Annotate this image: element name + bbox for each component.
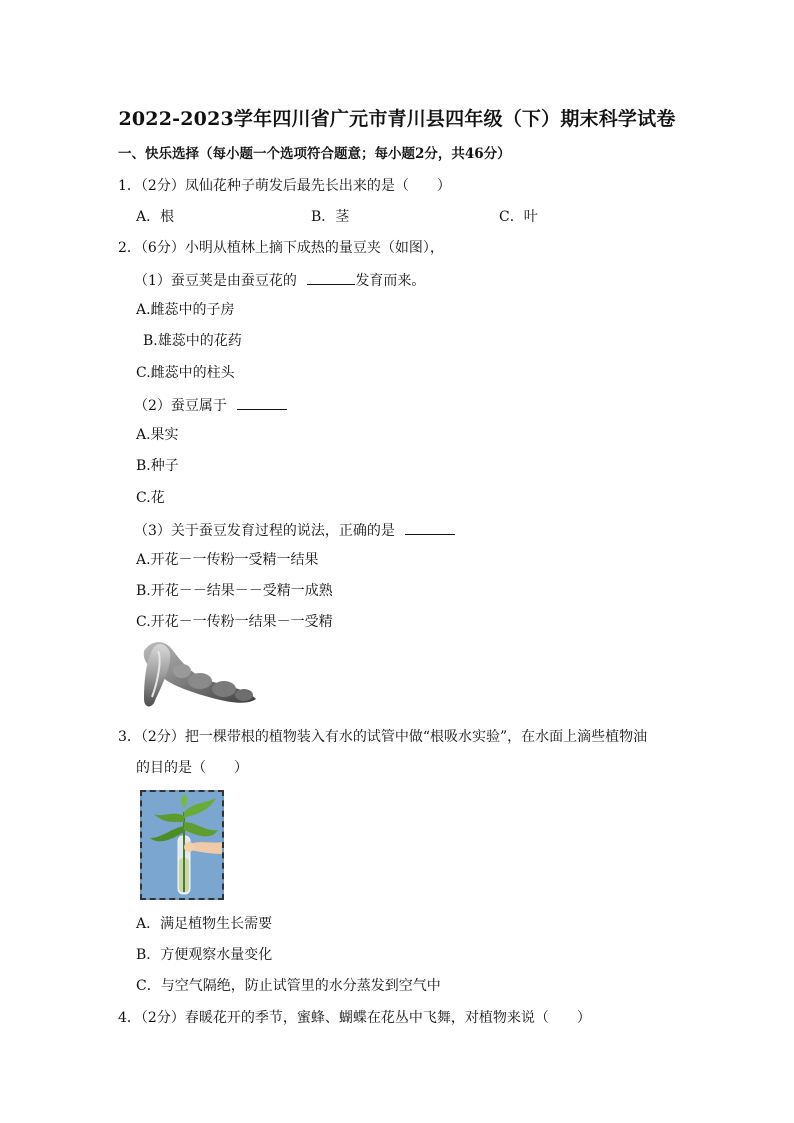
question-3-option-c: C．与空气隔绝，防止试管里的水分蒸发到空气中 — [136, 978, 441, 994]
question-2-sub1-option-b: B.雄蕊中的花药 — [143, 333, 242, 349]
question-1-option-a: A．根 — [136, 209, 175, 225]
question-3-option-a: A．满足植物生长需要 — [136, 916, 273, 932]
broad-bean-pod-image — [140, 637, 260, 713]
question-1-stem: 1．（2分）凤仙花种子萌发后最先长出来的是（ ） — [118, 178, 451, 194]
plant-test-tube-image — [140, 790, 224, 900]
question-2-sub3-option-b: B.开花－－结果－－受精一成熟 — [136, 583, 333, 599]
question-2-sub3 — [134, 520, 455, 540]
question-1-option-c: C．叶 — [499, 209, 538, 225]
section-heading: 一、快乐选择（每小题一个选项符合题意；每小题2分，共46分） — [118, 146, 511, 162]
answer-blank — [237, 395, 287, 410]
question-3-stem-line2: 的目的是（ ） — [136, 760, 248, 776]
question-2-sub2-option-b: B.种子 — [136, 458, 179, 474]
question-2-sub1-tail: 发育而来。 — [355, 273, 426, 289]
question-2-sub1-option-c: C.雌蕊中的柱头 — [136, 365, 235, 381]
question-2-sub2-option-c: C.花 — [136, 490, 165, 506]
question-2-sub1-text: （1）蚕豆荚是由蚕豆花的 — [134, 273, 297, 289]
question-2-sub1-option-a: A.雌蕊中的子房 — [136, 302, 235, 318]
question-2-sub3-option-a: A.开花－一传粉一受精一结果 — [136, 552, 319, 568]
question-2-sub2 — [134, 395, 287, 415]
answer-blank — [405, 520, 455, 535]
question-1-option-b: B．茎 — [311, 209, 350, 225]
question-2-sub2-option-a: A.果实 — [136, 427, 179, 443]
question-2-sub1 — [134, 270, 425, 290]
question-2-sub3-option-c: C.开花－一传粉一结果－一受精 — [136, 614, 333, 630]
question-3-option-b: B．方便观察水量变化 — [136, 947, 273, 963]
question-2-stem: 2．（6分）小明从植林上摘下成热的量豆夹（如图）， — [118, 240, 444, 256]
plant-illustration — [142, 792, 222, 898]
question-2-sub2-text: （2）蚕豆属于 — [134, 398, 227, 414]
question-4-stem: 4．（2分）春暖花开的季节，蜜蜂、蝴蝶在花丛中飞舞，对植物来说（ ） — [118, 1010, 591, 1026]
question-2-sub3-text: （3）关于蚕豆发育过程的说法，正确的是 — [134, 523, 395, 539]
answer-blank — [307, 270, 355, 285]
question-3-stem-line1: 3．（2分）把一棵带根的植物装入有水的试管中做“根吸水实验”，在水面上滴些植物油 — [118, 729, 648, 745]
exam-title: 2022-2023学年四川省广元市青川县四年级（下）期末科学试卷 — [118, 108, 676, 130]
